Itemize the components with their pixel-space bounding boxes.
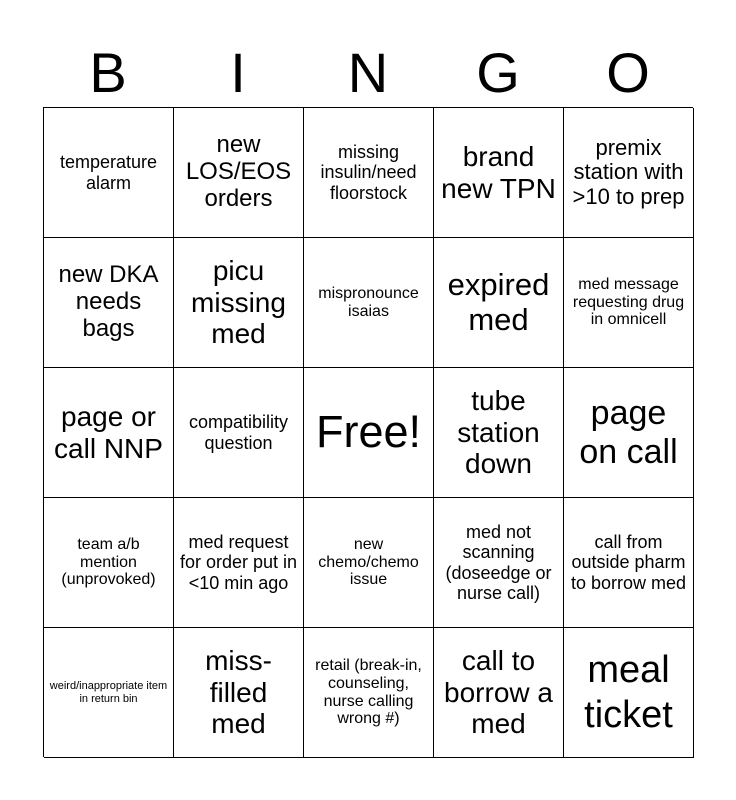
bingo-cell[interactable] — [174, 108, 304, 238]
cell-text: new LOS/EOS orders — [185, 131, 292, 212]
cell-text: brand new TPN — [441, 141, 556, 204]
cell-text: med message requesting drug in omnicell — [572, 275, 685, 329]
cell-text: mispronounce isaias — [318, 284, 419, 320]
bingo-cell[interactable] — [44, 498, 174, 628]
bingo-header — [43, 40, 693, 106]
bingo-cell[interactable] — [304, 628, 434, 758]
bingo-cell[interactable] — [44, 238, 174, 368]
cell-text: expired med — [447, 266, 550, 337]
free-space-cell[interactable] — [304, 368, 434, 498]
cell-text: new DKA needs bags — [58, 261, 159, 342]
cell-text: team a/b mention (unprovoked) — [61, 535, 156, 589]
bingo-cell[interactable] — [44, 368, 174, 498]
header-letter-b: B — [89, 41, 127, 104]
bingo-cell[interactable] — [44, 628, 174, 758]
bingo-cell[interactable] — [564, 628, 694, 758]
header-letter-g: G — [476, 41, 520, 104]
bingo-cell[interactable] — [434, 108, 564, 238]
bingo-cell[interactable] — [564, 368, 694, 498]
cell-text: tube station down — [457, 385, 540, 480]
cell-text: med not scanning (doseedge or nurse call) — [445, 522, 552, 603]
cell-text: page or call NNP — [54, 401, 163, 464]
header-letter-n: N — [347, 41, 389, 104]
cell-text: miss-filled med — [205, 645, 272, 740]
bingo-cell[interactable] — [564, 108, 694, 238]
bingo-cell[interactable] — [304, 498, 434, 628]
bingo-cell[interactable] — [174, 238, 304, 368]
cell-text: page on call — [579, 394, 678, 471]
cell-text: new chemo/chemo issue — [318, 535, 419, 589]
cell-text: compatibility question — [188, 412, 289, 453]
bingo-grid — [43, 107, 693, 757]
cell-text: missing insulin/need floorstock — [320, 142, 417, 203]
bingo-cell[interactable] — [174, 368, 304, 498]
header-letter-o: O — [606, 41, 650, 104]
cell-text: picu missing med — [191, 255, 286, 350]
bingo-cell[interactable] — [174, 628, 304, 758]
bingo-cell[interactable] — [434, 238, 564, 368]
bingo-cell[interactable] — [44, 108, 174, 238]
cell-text: temperature alarm — [59, 152, 158, 193]
cell-text: retail (break-in, counseling, nurse calling wrong #) — [315, 656, 422, 728]
bingo-cell[interactable] — [304, 108, 434, 238]
bingo-cell[interactable] — [564, 498, 694, 628]
free-space-text: Free! — [315, 406, 422, 458]
cell-text: premix station with >10 to prep — [572, 134, 685, 209]
bingo-cell[interactable] — [434, 628, 564, 758]
cell-text: med request for order put in <10 min ago — [179, 532, 298, 593]
bingo-cell[interactable] — [434, 368, 564, 498]
bingo-cell[interactable] — [304, 238, 434, 368]
cell-text: weird/inappropriate item in return bin — [49, 680, 168, 705]
cell-text: call to borrow a med — [444, 645, 553, 740]
bingo-cell[interactable] — [434, 498, 564, 628]
cell-text: meal ticket — [584, 648, 673, 736]
cell-text: call from outside pharm to borrow med — [570, 532, 687, 593]
bingo-cell[interactable] — [564, 238, 694, 368]
bingo-cell[interactable] — [174, 498, 304, 628]
header-letter-i: I — [230, 41, 246, 104]
